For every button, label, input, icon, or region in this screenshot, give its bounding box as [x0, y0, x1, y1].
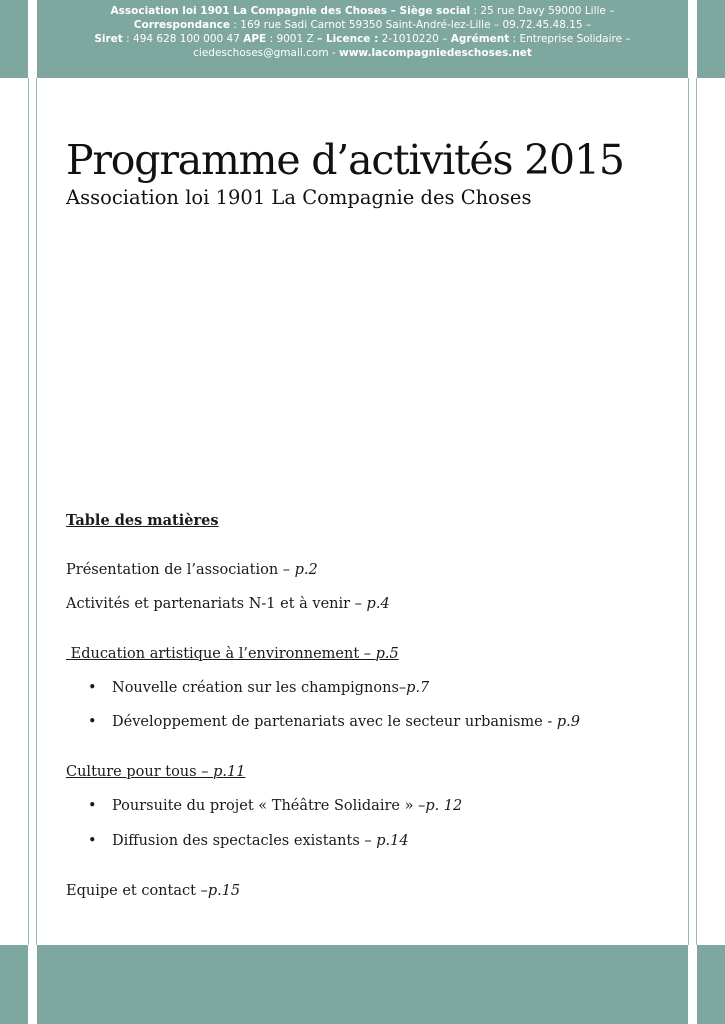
toc-entry-page: p.4: [366, 596, 390, 612]
toc-subentry[interactable]: [88, 833, 409, 849]
toc-entry-page: p.11: [213, 764, 246, 780]
toc-entry-page: p.2: [294, 562, 318, 578]
bullet-icon: •: [88, 798, 97, 814]
siret-value: : 494 628 100 000 47: [122, 33, 244, 45]
siege-address: : 25 rue Davy 59000 Lille –: [470, 5, 615, 17]
licence-value: 2-1010220 –: [378, 33, 451, 45]
toc-entry-page: p. 12: [425, 798, 463, 814]
bullet-icon: •: [88, 714, 97, 730]
right-inner-line: [688, 78, 689, 945]
toc-entry-page: p.9: [556, 714, 581, 730]
left-top-band: [0, 0, 28, 78]
licence-label: – Licence :: [317, 33, 379, 45]
website-link[interactable]: www.lacompagniedeschoses.net: [339, 47, 532, 59]
ape-label: APE: [243, 33, 267, 45]
toc-entry-label: Diffusion des spectacles existants –: [112, 833, 377, 849]
toc-subentry[interactable]: [88, 680, 429, 696]
letterhead-line-1: [37, 4, 688, 18]
letterhead: [37, 0, 688, 78]
toc-entry[interactable]: [66, 646, 399, 662]
correspondance-address: : 169 rue Sadi Carnot 59350 Saint-André-lez-Lille – 09.72.45.48.15 –: [230, 19, 592, 31]
association-name: Association loi 1901 La Compagnie des Choses – Siège social: [110, 5, 471, 17]
bullet-icon: •: [88, 680, 97, 696]
siret-label: Siret: [94, 33, 123, 45]
ape-value: : 9001 Z: [266, 33, 318, 45]
email-link[interactable]: ciedeschoses@gmail.com -: [193, 47, 340, 59]
toc-entry-label: Education artistique à l’environnement –: [66, 646, 376, 662]
toc-subentry[interactable]: [88, 714, 580, 730]
toc-entry-label: Equipe et contact –: [66, 883, 208, 899]
letterhead-line-2: [37, 18, 688, 32]
agrement-label: Agrément: [450, 33, 510, 45]
toc-entry-label: Présentation de l’association –: [66, 562, 295, 578]
toc-entry-page: p.15: [207, 883, 241, 899]
correspondance-label: Correspondance: [133, 19, 231, 31]
toc-entry-page: p.7: [406, 680, 430, 696]
letterhead-line-4: [37, 46, 688, 60]
toc-entry-page: p.5: [375, 646, 399, 662]
left-border-line: [28, 78, 29, 945]
right-border-line: [696, 78, 697, 945]
toc-heading: Table des matières: [66, 512, 219, 529]
toc-entry[interactable]: [66, 883, 240, 899]
toc-entry[interactable]: [66, 562, 318, 578]
toc-entry-label: Activités et partenariats N-1 et à venir –: [66, 596, 367, 612]
toc-entry[interactable]: [66, 764, 245, 780]
agrement-value: : Entreprise Solidaire –: [509, 33, 631, 45]
bullet-icon: •: [88, 833, 97, 849]
left-inner-line: [36, 78, 37, 945]
toc-entry-page: p.14: [376, 833, 409, 849]
toc-entry-label: Culture pour tous –: [66, 764, 214, 780]
right-top-band: [697, 0, 725, 78]
toc-entry-label: Nouvelle création sur les champignons–: [112, 680, 407, 696]
letterhead-line-3: [37, 32, 688, 46]
right-bottom-band: [697, 945, 725, 1024]
toc-entry-label: Poursuite du projet « Théâtre Solidaire » –: [112, 798, 426, 814]
footer-band: [37, 945, 688, 1024]
document-title: Programme d’activités 2015: [66, 136, 624, 184]
document-subtitle: Association loi 1901 La Compagnie des Choses: [66, 186, 532, 209]
toc-entry[interactable]: [66, 596, 390, 612]
toc-subentry[interactable]: [88, 798, 462, 814]
left-bottom-band: [0, 945, 28, 1024]
toc-entry-label: Développement de partenariats avec le secteur urbanisme -: [112, 714, 557, 730]
